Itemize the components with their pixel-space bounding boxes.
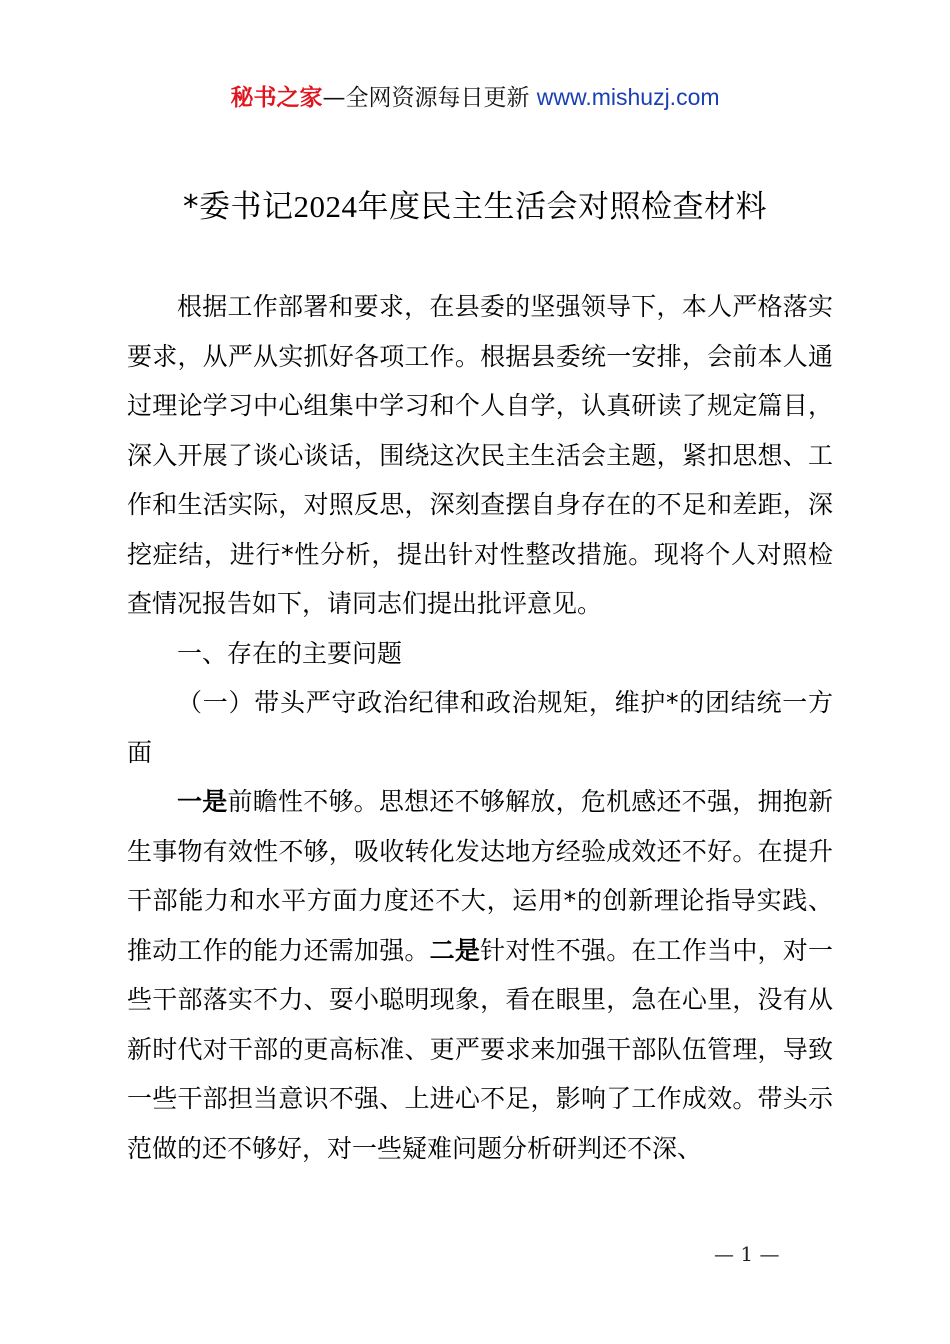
subsection-heading: （一）带头严守政治纪律和政治规矩，维护*的团结统一方面: [127, 688, 833, 767]
brand-name: 秘书之家: [230, 85, 323, 111]
title-suffix: 年度民主生活会对照检查材料: [357, 189, 767, 225]
title-prefix: *委书记: [183, 189, 294, 225]
section-heading: 一、存在的主要问题: [177, 638, 403, 668]
document-body: [127, 282, 833, 1173]
document-title: [0, 182, 950, 232]
points-paragraph: [127, 777, 833, 1173]
page-number: — 1 —: [714, 1242, 780, 1266]
intro-paragraph: 根据工作部署和要求，在县委的坚强领导下，本人严格落实要求，从严从实抓好各项工作。根据县委统一安排，会前本人通过理论学习中心组集中学习和个人自学，认真研读了规定篇目，深入开展了谈心谈话，围绕这次民主生活会主题，紧扣思想、工作和生活实际，对照反思，深刻查摆自身存在的不足和差距，深挖症结，进行*性分析，提出针对性整改措施。现将个人对照检查情况报告如下，请同志们提出批评意见。: [127, 292, 833, 618]
site-header: [0, 80, 950, 115]
point-1-text: 前瞻性不够。思想还不够解放，危机感还不强，拥抱新生事物有效性不够，吸收转化发达地方经验成效还不好。在提升干部能力和水平方面力度还不大，运用*的创新理论指导实践、推动工作的能力还需加强。: [127, 787, 833, 965]
point-1-label: 一是: [177, 787, 228, 816]
title-year: 2024: [293, 189, 358, 224]
site-url-link[interactable]: www.mishuzj.com: [536, 84, 720, 110]
point-2-text: 针对性不强。在工作当中，对一些干部落实不力、耍小聪明现象，看在眼里，急在心里，没有从新时代对干部的更高标准、更严要求来加强干部队伍管理，导致一些干部担当意识不强、上进心不足，影响了工作成效。带头示范做的还不够好，对一些疑难问题分析研判还不深、: [127, 935, 833, 1163]
header-slogan: —全网资源每日更新: [322, 85, 530, 111]
point-2-label: 二是: [429, 935, 481, 965]
